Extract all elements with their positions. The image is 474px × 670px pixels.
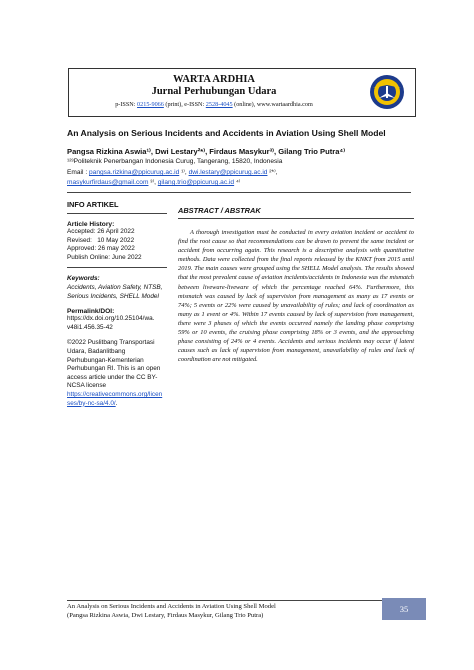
journal-name: WARTA ARDHIA	[173, 74, 255, 85]
email-link-4[interactable]: gilang.trio@ppicurug.ac.id	[157, 179, 235, 186]
email-link-2[interactable]: dwi.lestary@ppicurug.ac.id	[188, 169, 268, 176]
copyright-line: Udara, Badanlitbang	[67, 347, 126, 355]
accepted-date: Accepted: 26 April 2022	[67, 228, 135, 235]
pissn-link[interactable]: 0215-9066	[137, 101, 164, 108]
email-line-1: Email : pangsa.rizkina@ppicurug.ac.id ¹⁾, dwi.lestary@ppicurug.ac.id ²*⁾,	[67, 169, 278, 176]
article-title: An Analysis on Serious Incidents and Accidents in Aviation Using Shell Model	[67, 128, 386, 138]
affiliation: ¹²³Politeknik Penerbangan Indonesia Curug, Tangerang, 15820, Indonesia	[67, 158, 283, 165]
ministry-logo-icon	[365, 72, 409, 112]
article-info-column: INFO ARTIKEL Article History: Accepted: 26 April 2022 Revised: 10 May 2022 Approved: 26 may 2022 Publish Online: June 2022 Keywords: Accidents, Aviation Safety, NTSB, Serious Incidents, SHELL Model Permalink/DOI: https://dx.doi.org/10.25104/wa. v48i1.456.35-42 ©2022 Puslitbang Transportasi Udara, Badanlitbang Perhubungan-Kementerian Perhubungan RI. This is an open access article under the CC BY- NCSA license https://creativecommons.org/licen ses/by-nc-sa/4.0/.	[67, 200, 167, 408]
doi-line-2[interactable]: v48i1.456.35-42	[67, 323, 113, 331]
journal-subtitle: Jurnal Perhubungan Udara	[151, 86, 277, 97]
article-authors: Pangsa Rizkina Aswia¹⁾, Dwi Lestary²*⁾, Firdaus Masykur³⁾, Gilang Trio Putra⁴⁾	[67, 147, 346, 156]
copyright-line: Perhubungan-Kementerian	[67, 356, 144, 364]
license-link-2[interactable]: ses/by-nc-sa/4.0/	[67, 399, 116, 407]
keywords-line-1: Accidents, Aviation Safety, NTSB,	[67, 283, 163, 291]
eissn-link[interactable]: 2528-4045	[205, 101, 233, 108]
journal-header	[68, 68, 416, 117]
abstract-column	[178, 200, 414, 364]
footer-divider	[67, 600, 407, 601]
keywords-label: Keywords:	[67, 275, 100, 283]
published-date: Publish Online: June 2022	[67, 253, 142, 261]
copyright-line: Perhubungan RI. This is an open	[67, 365, 161, 373]
history-label: Article History:	[67, 221, 115, 228]
abstract-heading: ABSTRACT / ABSTRAK	[178, 200, 414, 219]
copyright-line: ©2022 Puslitbang Transportasi	[67, 339, 155, 347]
permalink-label: Permalink/DOI:	[67, 308, 115, 316]
doi-line-1[interactable]: https://dx.doi.org/10.25104/wa.	[67, 315, 155, 323]
page-footer	[67, 602, 367, 620]
revised-date: Revised: 10 May 2022	[67, 236, 135, 244]
footer-authors: (Pangsa Rizkina Aswia, Dwi Lestary, Firdaus Masykur, Gilang Trio Putra)	[67, 612, 264, 619]
divider	[67, 267, 167, 268]
email-link-1[interactable]: pangsa.rizkina@ppicurug.ac.id	[88, 169, 180, 176]
abstract-text: A thorough investigation must be conducted in every aviation incident or accident to find the root cause so that recommendations can be drawn to prevent the same incident or accident from occurring again. This research is a descriptive analysis with quantitative methods. Data were collected from the final reports released by the KNKT from 2015 until 2019. The main causes were grouped using the SHELL Model analysis. The results showed that the most prevalent cause of aviation incidents/accidents in Indonesia was the mismatch between liveware-liveware of which the percentage reached 64%. Furthermore, this mismatch was caused by lack of supervision from management as many as 17 events or 74%; 5 events or 22% were caused by unavailability of rules; and lack of coordination as many as 1 event or 4%. Within 17 events caused by lack of supervision from management, there were 3 phases of which the events occurred namely the landing phase comprising 59% or 10 events, the cruising phase comprising 18% or 3 events, and the approaching phase consisting of 24% or 4 events. Accidents and serious incidents may occur if latent causes such as lack of supervision from management, unavailability of rules and lack of coordination are not mitigated.	[178, 229, 414, 364]
page-number: 35	[382, 598, 426, 620]
copyright-line: access article under the CC BY-	[67, 373, 158, 381]
email-line-2: masykurfirdaus@gmail.com ³⁾, gilang.trio@ppicurug.ac.id ⁴⁾	[67, 179, 241, 186]
divider	[67, 192, 411, 193]
license-link-1[interactable]: https://creativecommons.org/licen	[67, 390, 163, 398]
footer-title: An Analysis on Serious Incidents and Accidents in Aviation Using Shell Model	[67, 603, 276, 610]
copyright-line: NCSA license	[67, 382, 107, 390]
approved-date: Approved: 26 may 2022	[67, 245, 135, 253]
issn-line: p-ISSN: 0215-9066 (print), e-ISSN: 2528-4045 (online), www.wartaardhia.com	[115, 101, 313, 108]
info-heading: INFO ARTIKEL	[67, 200, 167, 214]
email-link-3[interactable]: masykurfirdaus@gmail.com	[67, 179, 149, 186]
keywords-line-2: Serious Incidents, SHELL Model	[67, 292, 159, 300]
